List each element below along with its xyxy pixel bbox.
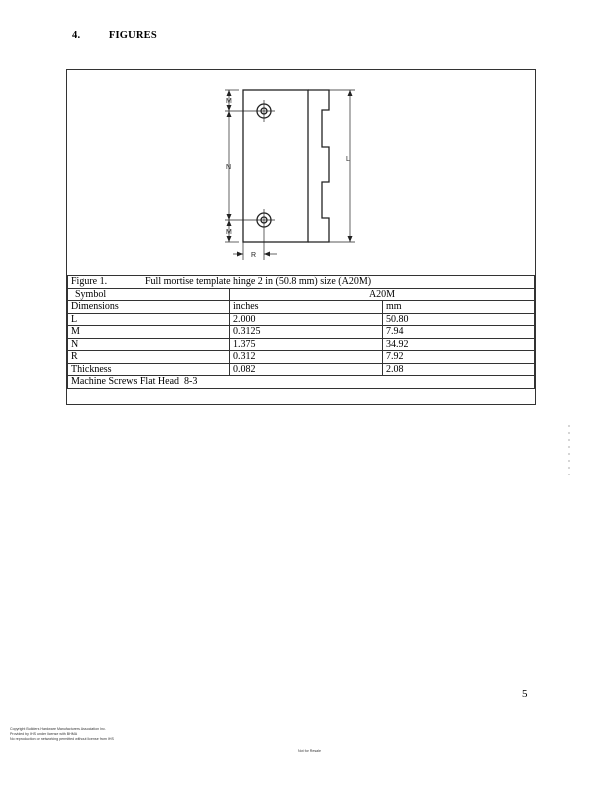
caption-prefix: Figure 1. — [71, 276, 108, 288]
header-mm: mm — [383, 301, 535, 314]
footer-note-row — [68, 376, 535, 389]
row-mm: 34.92 — [383, 338, 535, 351]
symbol-row — [68, 288, 535, 301]
symbol-value: A20M — [230, 288, 535, 301]
label-m-top: M — [226, 98, 232, 105]
machine-screws-note: Machine Screws Flat Head 8-3 — [68, 376, 535, 389]
table-row — [68, 351, 535, 364]
figure-box — [66, 69, 536, 405]
table-row — [68, 363, 535, 376]
row-mm: 50.80 — [383, 313, 535, 326]
row-label: Thickness — [68, 363, 230, 376]
row-inches: 2.000 — [230, 313, 383, 326]
section-heading — [72, 30, 157, 41]
copyright-footer — [10, 727, 114, 742]
row-mm: 7.94 — [383, 326, 535, 339]
page-number: 5 — [522, 688, 528, 700]
row-inches: 0.082 — [230, 363, 383, 376]
table-row — [68, 326, 535, 339]
header-dimensions: Dimensions — [68, 301, 230, 314]
header-inches: inches — [230, 301, 383, 314]
table-row — [68, 313, 535, 326]
table-row — [68, 338, 535, 351]
hinge-knuckles — [308, 90, 329, 242]
row-label: L — [68, 313, 230, 326]
row-inches: 1.375 — [230, 338, 383, 351]
not-for-resale: Not for Resale — [298, 749, 321, 753]
label-l: L — [346, 156, 350, 163]
figure-caption — [68, 276, 535, 289]
label-r: R — [251, 252, 257, 259]
hinge-leaf — [243, 90, 308, 242]
row-inches: 0.312 — [230, 351, 383, 364]
hinge-drawing — [67, 70, 535, 275]
row-label: N — [68, 338, 230, 351]
symbol-label: Symbol — [68, 288, 230, 301]
footer-line-3: No reproduction or networking permitted without license from IHS — [10, 737, 114, 741]
label-m-bottom: M — [226, 229, 232, 236]
row-mm: 7.92 — [383, 351, 535, 364]
row-label: R — [68, 351, 230, 364]
section-title: FIGURES — [108, 30, 157, 41]
margin-mark — [568, 425, 570, 475]
section-number: 4. — [72, 30, 81, 41]
row-inches: 0.3125 — [230, 326, 383, 339]
row-mm: 2.08 — [383, 363, 535, 376]
caption-row — [68, 276, 535, 289]
dimensions-table — [67, 275, 535, 389]
hinge-diagram — [67, 70, 535, 275]
footer-line-1: Copyright Builders Hardware Manufacturers Association Inc. — [10, 727, 106, 731]
header-row — [68, 301, 535, 314]
row-label: M — [68, 326, 230, 339]
dimension-arrows — [227, 90, 353, 257]
caption-text: Full mortise template hinge 2 in (50.8 mm) size (A20M) — [145, 276, 372, 288]
label-n: N — [226, 164, 232, 171]
footer-line-2: Provided by IHS under license with BHMA — [10, 732, 78, 736]
